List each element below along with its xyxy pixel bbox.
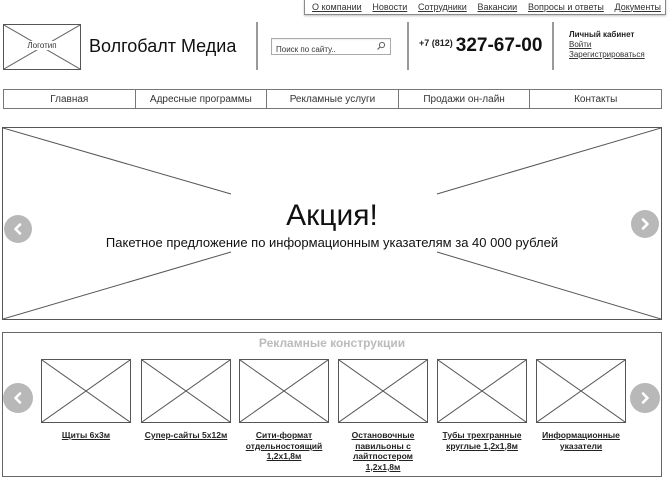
top-nav-link-documents[interactable]: Документы <box>614 1 661 12</box>
product-label: Сити-формат отдельностоящий 1,2х1,8м <box>245 430 323 461</box>
nav-item-contacts[interactable]: Контакты <box>574 93 618 105</box>
search-icon[interactable] <box>376 41 386 51</box>
nav-item-address-programs[interactable]: Адресные программы <box>136 90 268 108</box>
register-link[interactable]: Зарегистрироваться <box>569 50 645 59</box>
product-label: Информационные указатели <box>542 430 620 451</box>
image-placeholder-icon <box>438 360 526 422</box>
promo-banner[interactable] <box>2 127 662 320</box>
logo-label: Логотип <box>27 41 57 50</box>
banner-subtitle: Пакетное предложение по информационным указателям за 40 000 рублей <box>105 235 559 250</box>
banner-next-button[interactable] <box>631 210 659 238</box>
top-nav-link-vacancies[interactable]: Вакансии <box>477 1 518 12</box>
banner-prev-button[interactable] <box>4 215 32 243</box>
product-card[interactable] <box>141 359 231 441</box>
chevron-right-icon <box>640 392 650 404</box>
product-label: Щиты 6х3м <box>61 430 111 440</box>
logo-placeholder[interactable] <box>3 24 81 70</box>
header-divider <box>552 22 554 70</box>
header-divider <box>407 22 409 70</box>
phone-number <box>419 35 542 57</box>
product-card[interactable] <box>41 359 131 441</box>
image-placeholder-icon <box>142 360 230 422</box>
product-card[interactable] <box>239 359 329 462</box>
top-nav-link-staff[interactable]: Сотрудники <box>418 1 467 12</box>
image-placeholder-icon <box>537 360 625 422</box>
phone-code: +7 (812) <box>419 38 453 48</box>
search-input[interactable] <box>272 42 372 57</box>
phone-main: 327-67-00 <box>455 35 543 56</box>
product-card[interactable] <box>536 359 626 451</box>
nav-item-online-sales[interactable]: Продажи он-лайн <box>399 90 531 108</box>
site-name: Волгобалт Медиа <box>89 36 237 56</box>
section-title: Рекламные конструкции <box>258 336 406 350</box>
top-nav-link-news[interactable]: Новости <box>372 1 408 12</box>
login-link[interactable]: Войти <box>569 40 592 49</box>
main-nav <box>3 89 662 109</box>
image-placeholder-icon <box>240 360 328 422</box>
nav-item-ad-services[interactable]: Рекламные услуги <box>267 90 399 108</box>
ad-structures-section <box>2 332 662 477</box>
product-label: Супер-сайты 5х12м <box>144 430 228 440</box>
image-placeholder-icon <box>42 360 130 422</box>
header-divider <box>256 22 258 70</box>
top-nav-link-faq[interactable]: Вопросы и ответы <box>527 1 604 12</box>
top-nav-link-about[interactable]: О компании <box>312 1 362 12</box>
products-prev-button[interactable] <box>3 383 33 413</box>
chevron-left-icon <box>13 223 23 235</box>
chevron-left-icon <box>13 392 23 404</box>
nav-item-home[interactable]: Главная <box>4 90 136 108</box>
account-title: Личный кабинет <box>569 30 635 39</box>
product-label: Остановочные павильоны с лайтпостером 1,2х1,8м <box>351 430 415 472</box>
search-box <box>271 38 391 55</box>
product-card[interactable] <box>338 359 428 472</box>
chevron-right-icon <box>640 218 650 230</box>
account-block <box>569 30 645 60</box>
products-next-button[interactable] <box>630 383 660 413</box>
banner-title: Акция! <box>286 199 378 232</box>
product-label: Тубы трехгранные круглые 1,2х1,8м <box>442 430 522 451</box>
image-placeholder-icon <box>339 360 427 422</box>
top-utility-nav <box>304 0 666 15</box>
product-card[interactable] <box>437 359 527 451</box>
